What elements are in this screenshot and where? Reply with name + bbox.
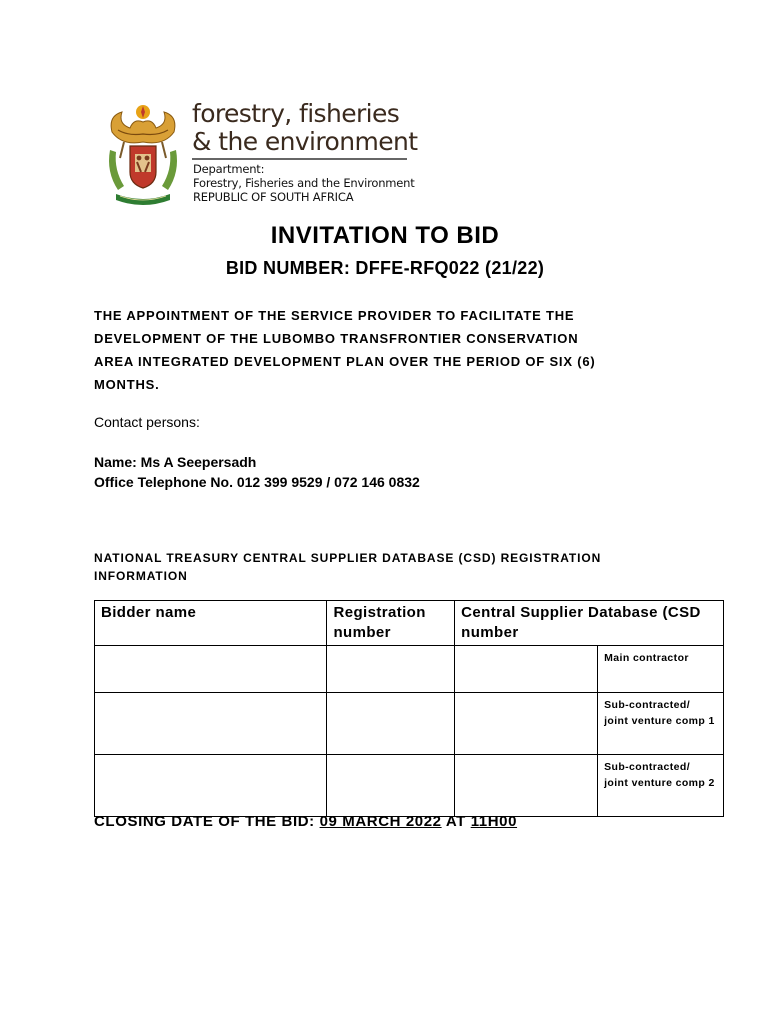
role-label: Sub-contracted/ joint venture comp 1: [598, 693, 724, 755]
role-label: Main contractor: [598, 646, 724, 693]
closing-time-value: 11H00: [470, 813, 518, 830]
csd-number-cell[interactable]: [455, 646, 598, 693]
registration-number-cell[interactable]: [327, 693, 455, 755]
csd-title-line: INFORMATION: [94, 569, 188, 583]
csd-section-title: [94, 549, 694, 585]
table-row: [95, 646, 724, 693]
department-name: Forestry, Fisheries and the Environment: [193, 176, 415, 190]
registration-number-cell[interactable]: [327, 755, 455, 817]
header-bidder-name: Bidder name: [95, 601, 327, 646]
role-label: Sub-contracted/ joint venture comp 2: [598, 755, 724, 817]
contact-name: Name: Ms A Seepersadh: [94, 454, 257, 470]
contact-label: Contact persons:: [94, 414, 200, 430]
brand-line-1: forestry, fisheries: [192, 99, 400, 128]
purpose-line: DEVELOPMENT OF THE LUBOMBO TRANSFRONTIER CONSERVATION: [94, 331, 579, 346]
table-header-row: [95, 601, 724, 646]
csd-title-line: NATIONAL TREASURY CENTRAL SUPPLIER DATABASE (CSD) REGISTRATION: [94, 551, 602, 565]
coat-of-arms-icon: [104, 102, 182, 206]
csd-number-cell[interactable]: [455, 755, 598, 817]
document-title: INVITATION TO BID: [270, 222, 500, 249]
bid-purpose: [94, 304, 674, 396]
bidder-name-cell[interactable]: [95, 755, 327, 817]
purpose-line: AREA INTEGRATED DEVELOPMENT PLAN OVER THE PERIOD OF SIX (6): [94, 354, 596, 369]
purpose-line: MONTHS.: [94, 377, 160, 392]
bid-number: BID NUMBER: DFFE-RFQ022 (21/22): [225, 258, 545, 278]
csd-registration-table: [94, 600, 724, 817]
letterhead: [104, 98, 418, 208]
closing-at: AT: [445, 813, 466, 830]
brand-line-2: & the environment: [192, 127, 418, 156]
csd-number-cell[interactable]: [455, 693, 598, 755]
purpose-line: THE APPOINTMENT OF THE SERVICE PROVIDER TO FACILITATE THE: [94, 308, 575, 323]
bidder-name-cell[interactable]: [95, 693, 327, 755]
department-label: Department:: [193, 162, 265, 176]
closing-label: CLOSING DATE OF THE BID:: [94, 813, 315, 830]
table-row: [95, 693, 724, 755]
header-csd-number: Central Supplier Database (CSD number: [455, 601, 724, 646]
bidder-name-cell[interactable]: [95, 646, 327, 693]
closing-date-value: 09 MARCH 2022: [319, 813, 442, 830]
contact-phone: Office Telephone No. 012 399 9529 / 072 146 0832: [94, 474, 420, 490]
table-row: [95, 755, 724, 817]
header-registration-number: Registration number: [327, 601, 455, 646]
country-name: REPUBLIC OF SOUTH AFRICA: [193, 190, 354, 204]
closing-date: [94, 813, 517, 830]
header-divider: [192, 158, 407, 160]
registration-number-cell[interactable]: [327, 646, 455, 693]
